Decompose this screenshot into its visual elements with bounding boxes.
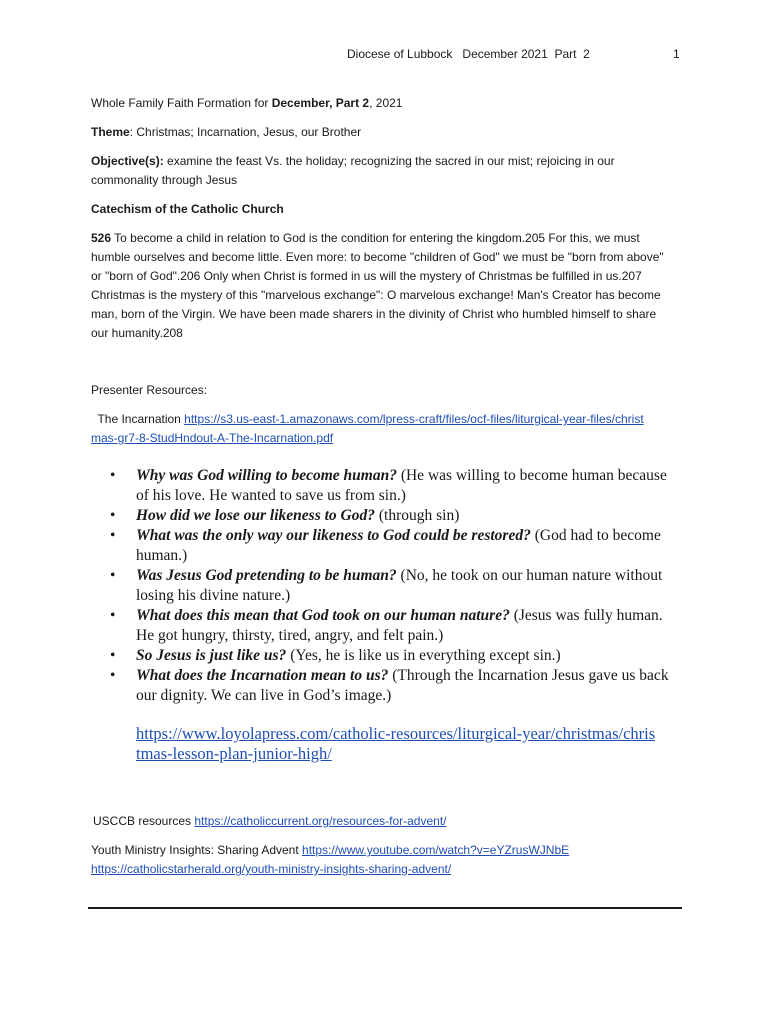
ccc-number: 526 <box>91 231 112 245</box>
list-item <box>110 606 670 646</box>
question-text: So Jesus is just like us? <box>136 647 287 664</box>
catechism-paragraph <box>91 229 666 343</box>
objective-paragraph <box>91 152 661 190</box>
youth-label: Youth Ministry Insights: Sharing Advent <box>91 843 303 857</box>
answer-text: (Yes, he is like us in everything except sin.) <box>286 647 561 664</box>
bullet-icon: • <box>110 467 116 484</box>
incarnation-resource <box>91 410 651 448</box>
bullet-icon: • <box>110 507 116 524</box>
answer-text: (Through the Incarnation Jesus gave us back our dignity. We can live in God’s image.) <box>136 667 669 704</box>
list-item <box>110 646 670 666</box>
answer-text: (God had to become human.) <box>136 527 661 564</box>
ccc-text: To become a child in relation to God is the condition for entering the kingdom.205 For this, we must humble ourselves and become little. Even more: to become "children of God" we must be "born from above" or "born of God".206 Only when Christ is formed in us will the mystery of Christmas be fulfilled in us.207 Christmas is the mystery of this "marvelous exchange": O marvelous exchange! Man's Creator has become man, born of the Virgin. We have been made sharers in the divinity of Christ who humbled himself to share our humanity.208 <box>91 231 664 340</box>
intro-prefix: Whole Family Faith Formation for <box>91 96 272 110</box>
list-item <box>110 666 670 706</box>
catechism-heading: Catechism of the Catholic Church <box>91 202 284 216</box>
question-text: Was Jesus God pretending to be human? <box>136 567 397 584</box>
qa-list <box>110 466 670 706</box>
answer-text: (He was willing to become human because of his love. He wanted to save us from sin.) <box>136 467 667 504</box>
usccb-resources <box>93 812 673 831</box>
question-text: How did we lose our likeness to God? <box>136 507 375 524</box>
list-item <box>110 566 670 606</box>
youtube-link[interactable]: https://www.youtube.com/watch?v=eYZrusWJNbE <box>302 843 570 857</box>
answer-text: (No, he took on our human nature without losing his divine nature.) <box>136 567 663 604</box>
intro-suffix: , 2021 <box>369 96 403 110</box>
question-text: Why was God willing to become human? <box>136 467 397 484</box>
answer-text: (through sin) <box>374 507 460 524</box>
objective-text: examine the feast Vs. the holiday; recognizing the sacred in our mist; rejoicing in our commonality through Jesus <box>91 154 615 187</box>
theme-line <box>91 123 671 142</box>
list-item <box>110 506 670 526</box>
header-title: Diocese of Lubbock December 2021 Part 2 <box>347 47 590 61</box>
theme-text: : Christmas; Incarnation, Jesus, our Brother <box>129 125 362 139</box>
bullet-icon: • <box>110 647 116 664</box>
catholicstarherald-link[interactable]: https://catholicstarherald.org/youth-ministry-insights-sharing-advent/ <box>91 862 452 876</box>
bullet-icon: • <box>110 567 116 584</box>
theme-label: Theme <box>91 125 130 139</box>
objective-label: Objective(s): <box>91 154 164 168</box>
loyola-link-block <box>136 724 656 764</box>
page-number: 1 <box>673 47 680 61</box>
footer-divider <box>88 907 682 909</box>
presenter-resources-heading: Presenter Resources: <box>91 383 208 397</box>
question-text: What does the Incarnation mean to us? <box>136 667 389 684</box>
usccb-link[interactable]: https://catholiccurrent.org/resources-for-advent/ <box>194 814 447 828</box>
bullet-icon: • <box>110 667 116 684</box>
youth-ministry-resources <box>91 841 671 879</box>
bullet-icon: • <box>110 607 116 624</box>
answer-text: (Jesus was fully human. He got hungry, thirsty, tired, angry, and felt pain.) <box>136 607 663 644</box>
loyola-link[interactable]: https://www.loyolapress.com/catholic-resources/liturgical-year/christmas/christmas-lesson-plan-junior-high/ <box>136 724 656 763</box>
question-text: What does this mean that God took on our human nature? <box>136 607 510 624</box>
list-item <box>110 526 670 566</box>
incarnation-link[interactable]: https://s3.us-east-1.amazonaws.com/lpress-craft/files/ocf-files/liturgical-year-files/christmas-gr7-8-StudHndout-A-The-Incarnation.pdf <box>91 412 644 445</box>
incarnation-label: The Incarnation <box>91 412 185 426</box>
list-item <box>110 466 670 506</box>
intro-bold: December, Part 2 <box>271 96 370 110</box>
intro-line <box>91 94 671 113</box>
usccb-label: USCCB resources <box>93 814 195 828</box>
bullet-icon: • <box>110 527 116 544</box>
page-header <box>0 47 770 65</box>
question-text: What was the only way our likeness to God could be restored? <box>136 527 531 544</box>
